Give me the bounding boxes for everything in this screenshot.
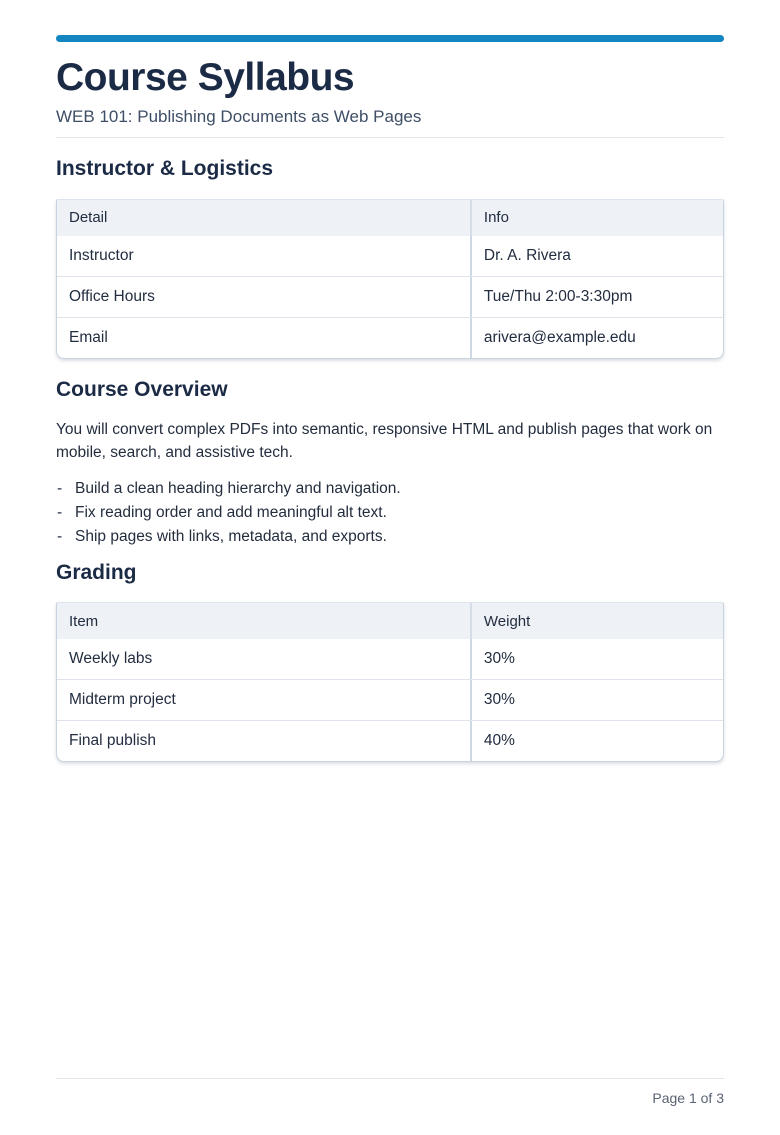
table-row [57,639,723,679]
cell-detail: Instructor [69,246,134,264]
list-item: - Ship pages with links, metadata, and exports. [56,528,724,546]
list-item: - Fix reading order and add meaningful alt text. [56,504,724,522]
cell-detail: Email [69,328,108,346]
page-subtitle: WEB 101: Publishing Documents as Web Pages [56,106,422,126]
cell-weight: 40% [470,721,723,761]
section-heading-logistics: Instructor & Logistics [56,157,274,181]
table-row [57,276,723,317]
overview-bullet-list [56,480,724,546]
table-row [57,317,723,358]
list-item: - Build a clean heading hierarchy and navigation. [56,480,724,498]
grading-table [56,602,724,762]
cell-weight: 30% [470,639,723,679]
cell-item: Weekly labs [69,650,153,668]
table-row [57,720,723,761]
cell-item: Final publish [69,732,157,750]
page-title: Course Syllabus [56,56,355,99]
cell-detail: Office Hours [69,287,155,305]
table-row [57,236,723,276]
table-header-row [57,200,723,236]
column-header-detail: Detail [69,209,108,227]
table-row [57,679,723,720]
column-header-weight: Weight [470,603,723,639]
page-footer [56,1078,724,1106]
column-header-item: Item [69,612,99,630]
column-header-info: Info [470,200,723,236]
cell-info: Tue/Thu 2:00-3:30pm [470,277,723,317]
accent-bar [56,35,724,42]
cell-item: Midterm project [69,691,176,709]
document-page [0,35,780,1135]
page-number: Page 1 of 3 [652,1090,724,1106]
section-heading-overview: Course Overview [56,377,228,401]
cell-weight: 30% [470,680,723,720]
footer-divider [56,1078,724,1079]
logistics-table [56,199,724,359]
header-divider [56,137,724,138]
section-heading-grading: Grading [56,560,137,584]
cell-info: arivera@example.edu [470,318,723,358]
cell-info: Dr. A. Rivera [470,236,723,276]
table-header-row [57,603,723,639]
overview-paragraph: You will convert complex PDFs into semantic, responsive HTML and publish pages that work on mobile, search, and assistive tech. [56,421,713,461]
